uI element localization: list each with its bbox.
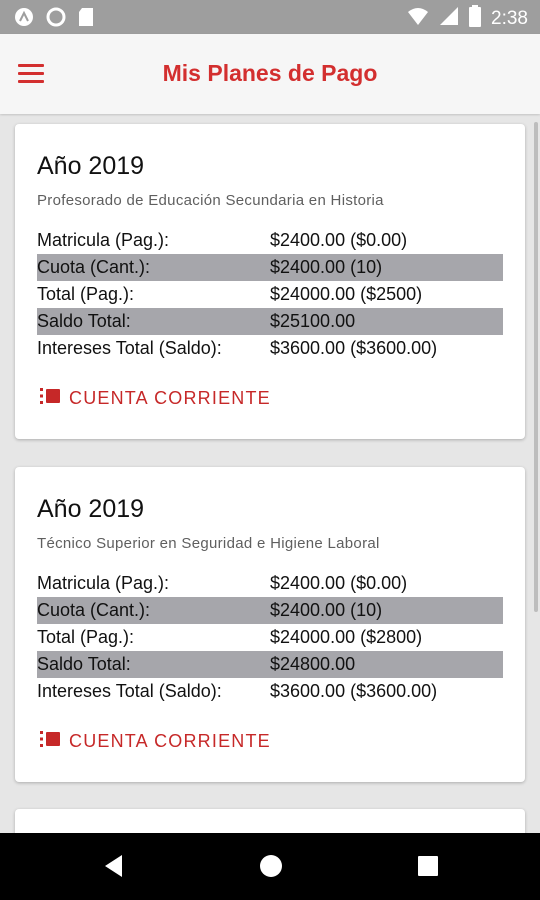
- label-matricula: Matricula (Pag.):: [37, 573, 170, 593]
- label-saldo: Saldo Total:: [37, 654, 131, 674]
- label-total: Total (Pag.):: [37, 284, 135, 304]
- value-total: $24000.00 ($2500): [270, 284, 423, 304]
- status-right-icons: [407, 5, 528, 32]
- row-matricula: [37, 570, 503, 597]
- account-icon: [39, 386, 61, 411]
- row-cuota: [37, 597, 503, 624]
- label-total: Total (Pag.):: [37, 627, 135, 647]
- value-matricula: $2400.00 ($0.00): [270, 573, 408, 593]
- plan-year: Año 2019: [37, 495, 145, 523]
- circle-icon: [46, 7, 66, 32]
- plan-career: Profesorado de Educación Secundaria en Historia: [37, 192, 384, 209]
- label-cuota: Cuota (Cant.):: [37, 600, 151, 620]
- plans-list[interactable]: [0, 114, 540, 833]
- account-icon: [39, 729, 61, 754]
- label-matricula: Matricula (Pag.):: [37, 230, 170, 250]
- value-intereses: $3600.00 ($3600.00): [270, 338, 438, 358]
- recents-icon[interactable]: [417, 855, 439, 882]
- plan-year: Año 2019: [37, 152, 145, 180]
- value-saldo: $24800.00: [270, 654, 356, 674]
- value-saldo: $25100.00: [270, 311, 356, 331]
- home-icon[interactable]: [258, 853, 284, 884]
- value-intereses: $3600.00 ($3600.00): [270, 681, 438, 701]
- cuenta-corriente-button[interactable]: [39, 729, 271, 754]
- plan-details: [37, 570, 503, 705]
- value-total: $24000.00 ($2800): [270, 627, 423, 647]
- signal-icon: [439, 6, 459, 31]
- row-saldo: [37, 308, 503, 335]
- label-intereses: Intereses Total (Saldo):: [37, 681, 222, 701]
- status-left-icons: [14, 7, 94, 32]
- plan-card: [15, 124, 525, 439]
- wifi-icon: [407, 6, 429, 31]
- row-matricula: [37, 227, 503, 254]
- plan-details: [37, 227, 503, 362]
- cuenta-corriente-label: CUENTA CORRIENTE: [69, 388, 271, 408]
- row-saldo: [37, 651, 503, 678]
- cuenta-corriente-label: CUENTA CORRIENTE: [69, 731, 271, 751]
- status-time: 2:38: [491, 7, 528, 29]
- plan-card: [15, 467, 525, 782]
- navigation-bar: [0, 833, 540, 900]
- value-cuota: $2400.00 (10): [270, 600, 383, 620]
- label-intereses: Intereses Total (Saldo):: [37, 338, 222, 358]
- plan-card-partial: [15, 809, 525, 833]
- back-icon[interactable]: [102, 853, 124, 884]
- row-total: [37, 281, 503, 308]
- row-cuota: [37, 254, 503, 281]
- value-cuota: $2400.00 (10): [270, 257, 383, 277]
- cuenta-corriente-button[interactable]: [39, 386, 271, 411]
- row-intereses: [37, 678, 503, 705]
- label-cuota: Cuota (Cant.):: [37, 257, 151, 277]
- label-saldo: Saldo Total:: [37, 311, 131, 331]
- plan-career: Técnico Superior en Seguridad e Higiene Laboral: [37, 535, 380, 552]
- row-total: [37, 624, 503, 651]
- battery-icon: [469, 5, 481, 32]
- value-matricula: $2400.00 ($0.00): [270, 230, 408, 250]
- scrollbar[interactable]: [534, 122, 538, 612]
- sd-card-icon: [78, 7, 94, 32]
- row-intereses: [37, 335, 503, 362]
- app-a-icon: [14, 7, 34, 32]
- page-title: Mis Planes de Pago: [162, 60, 378, 86]
- status-bar: [0, 0, 540, 34]
- app-bar: [0, 34, 540, 114]
